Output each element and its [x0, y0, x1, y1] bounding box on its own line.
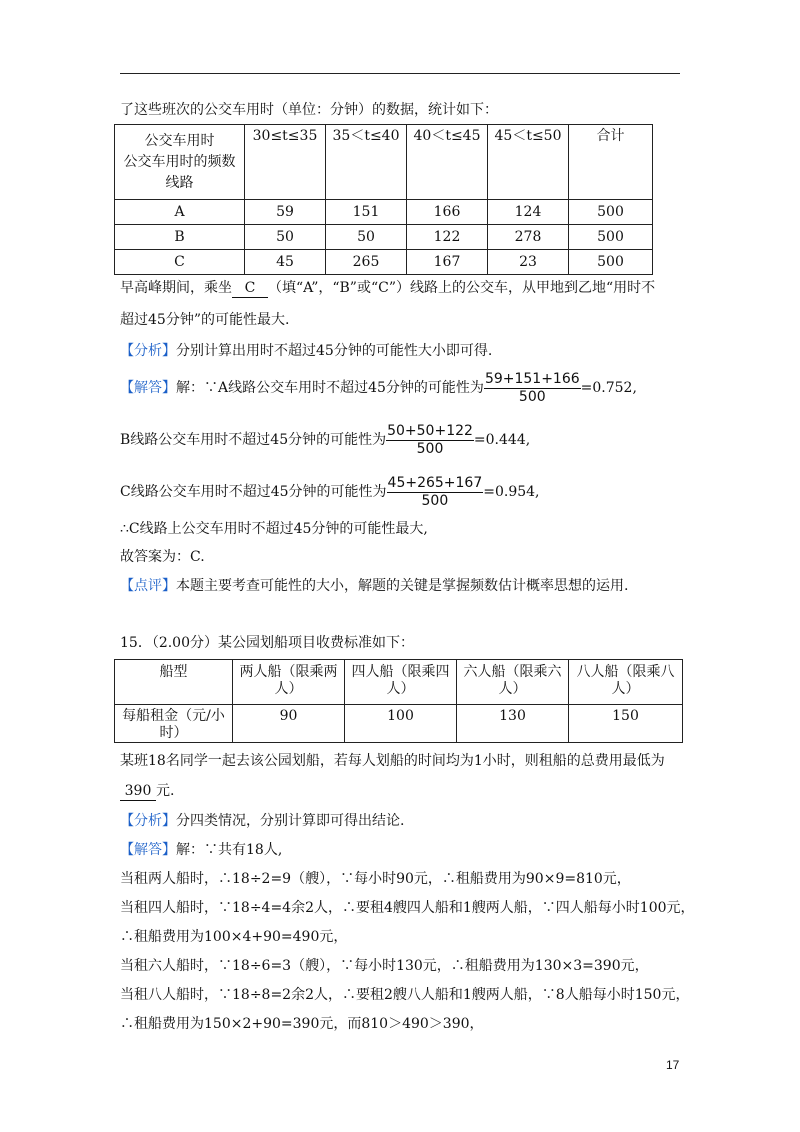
fraction-a [484, 371, 581, 406]
fraction-denominator: 500 [518, 388, 546, 405]
solution-text: 解：∵A线路公交车用时不超过45分钟的可能性为 [176, 380, 484, 396]
table-cell: 500 [569, 225, 653, 250]
row-label [115, 705, 233, 743]
col-header: 船型 [115, 660, 233, 705]
q14-question-line1 [120, 279, 655, 298]
q14-solution-line4: ∴C线路上公交车用时不超过45分钟的可能性最大, [120, 521, 428, 537]
solution-result: =0.752, [580, 380, 637, 396]
col-header: 45＜t≤50 [488, 125, 569, 200]
table-cell: 45 [245, 250, 326, 275]
table-row [115, 705, 683, 743]
table-cell: 124 [488, 200, 569, 225]
comment-tag: 【点评】 [120, 578, 176, 594]
col-header [569, 660, 683, 705]
solution-result: =0.444, [473, 432, 531, 448]
fraction-numerator: 50+50+122 [387, 422, 473, 439]
table-cell: 130 [457, 705, 569, 743]
fraction-denominator: 500 [416, 440, 444, 457]
header-line: 四人船（限乘四 [351, 664, 450, 680]
q15-title: 15．（2.00分）某公园划船项目收费标准如下： [120, 635, 414, 651]
col-header: 合计 [569, 125, 653, 200]
q15-answer-blank: 390 [120, 782, 156, 801]
q14-question-line2: 超过45分钟”的可能性最大. [120, 312, 290, 328]
table-cell: 166 [407, 200, 488, 225]
table-cell: 122 [407, 225, 488, 250]
solution-text: C线路公交车用时不超过45分钟的可能性为 [120, 484, 387, 500]
analysis-tag: 【分析】 [120, 343, 176, 359]
q15-question-line1: 某班18名同学一起去该公园划船，若每人划船的时间均为1小时，则租船的总费用最低为 [120, 753, 665, 769]
table-cell: 23 [488, 250, 569, 275]
col-header: 30≤t≤35 [245, 125, 326, 200]
row-label: A [115, 200, 245, 225]
header-line: 两人船（限乘两 [239, 664, 338, 680]
q14-solution-line3 [120, 466, 540, 518]
diagonal-header-cell [115, 125, 245, 200]
col-header [345, 660, 457, 705]
table-cell: 167 [407, 250, 488, 275]
col-header [457, 660, 569, 705]
q15-solution-line3: 当租四人船时，∵18÷4=4余2人，∴要租4艘四人船和1艘两人船，∵四人船每小时100元， [120, 900, 695, 916]
bus-time-table [114, 124, 653, 275]
table-cell: 278 [488, 225, 569, 250]
fraction-c [387, 475, 484, 510]
solution-tag: 【解答】 [120, 380, 176, 396]
table-row [115, 200, 653, 225]
q15-question-line2 [120, 782, 174, 801]
q15-analysis [120, 812, 404, 830]
table-cell: 265 [326, 250, 407, 275]
analysis-text: 分四类情况，分别计算即可得出结论. [176, 813, 405, 829]
table-cell: 59 [245, 200, 326, 225]
table-cell: 100 [345, 705, 457, 743]
table-row [115, 250, 653, 275]
solution-text: 解：∵共有18人, [176, 842, 283, 858]
table-cell: 50 [245, 225, 326, 250]
q15-solution-line6: 当租八人船时，∵18÷8=2余2人，∴要租2艘八人船和1艘两人船，∵8人船每小时150元， [120, 987, 690, 1003]
row-label-line: 时） [159, 725, 188, 741]
boat-price-table [114, 659, 683, 743]
page-number: 17 [666, 1058, 680, 1072]
table-cell: 151 [326, 200, 407, 225]
q15-solution-line7: ∴租船费用为150×2+90=390元，而810＞490＞390， [120, 1016, 484, 1032]
header-rule [120, 73, 680, 74]
header-line-freq: 公交车用时的频数 [123, 153, 236, 170]
table-cell: 500 [569, 200, 653, 225]
header-line: 人） [498, 681, 527, 697]
q14-solution-line5: 故答案为：C. [120, 549, 205, 565]
table-row [115, 225, 653, 250]
solution-tag: 【解答】 [120, 842, 176, 858]
col-header [233, 660, 345, 705]
header-line-time: 公交车用时 [144, 132, 215, 149]
row-label: C [115, 250, 245, 275]
col-header: 40＜t≤45 [407, 125, 488, 200]
q15-solution-line4: ∴租船费用为100×4+90=490元， [120, 929, 348, 945]
comment-text: 本题主要考查可能性的大小，解题的关键是掌握频数估计概率思想的运用. [176, 578, 629, 594]
q15-text-post: 元. [156, 783, 175, 799]
q15-solution-line1 [120, 841, 282, 859]
q14-text-pre: 早高峰期间，乘坐 [120, 280, 232, 296]
table-cell: 150 [569, 705, 683, 743]
q15-solution-line2: 当租两人船时，∴18÷2=9（艘），∵每小时90元，∴租船费用为90×9=810元， [120, 871, 631, 887]
q14-comment [120, 577, 628, 595]
table-cell: 90 [233, 705, 345, 743]
header-line-route: 线路 [165, 174, 194, 191]
row-label: B [115, 225, 245, 250]
row-label-line: 每船租金（元/小 [122, 708, 225, 724]
header-line: 人） [274, 681, 303, 697]
analysis-tag: 【分析】 [120, 813, 176, 829]
solution-text: B线路公交车用时不超过45分钟的可能性为 [120, 432, 387, 448]
fraction-numerator: 45+265+167 [387, 474, 483, 491]
intro-text: 了这些班次的公交车用时（单位：分钟）的数据，统计如下： [120, 102, 498, 118]
header-line: 人） [386, 681, 415, 697]
solution-result: =0.954, [483, 484, 540, 500]
table-cell: 500 [569, 250, 653, 275]
q14-text-post: （填“A”，“B”或“C”）线路上的公交车，从甲地到乙地“用时不 [268, 280, 656, 296]
q14-solution-line1 [120, 362, 637, 414]
q14-answer-blank: C [232, 279, 268, 298]
analysis-text: 分别计算出用时不超过45分钟的可能性大小即可得. [176, 343, 493, 359]
header-line: 六人船（限乘六 [463, 664, 562, 680]
q15-solution-line5: 当租六人船时，∵18÷6=3（艘），∵每小时130元，∴租船费用为130×3=390元， [120, 958, 649, 974]
table-cell: 50 [326, 225, 407, 250]
col-header: 35＜t≤40 [326, 125, 407, 200]
q14-analysis [120, 342, 492, 360]
q14-solution-line2 [120, 414, 530, 466]
fraction-b [386, 423, 474, 458]
fraction-denominator: 500 [421, 492, 449, 509]
fraction-numerator: 59+151+166 [484, 370, 580, 387]
header-line: 八人船（限乘八 [576, 664, 675, 680]
header-line: 人） [611, 681, 640, 697]
